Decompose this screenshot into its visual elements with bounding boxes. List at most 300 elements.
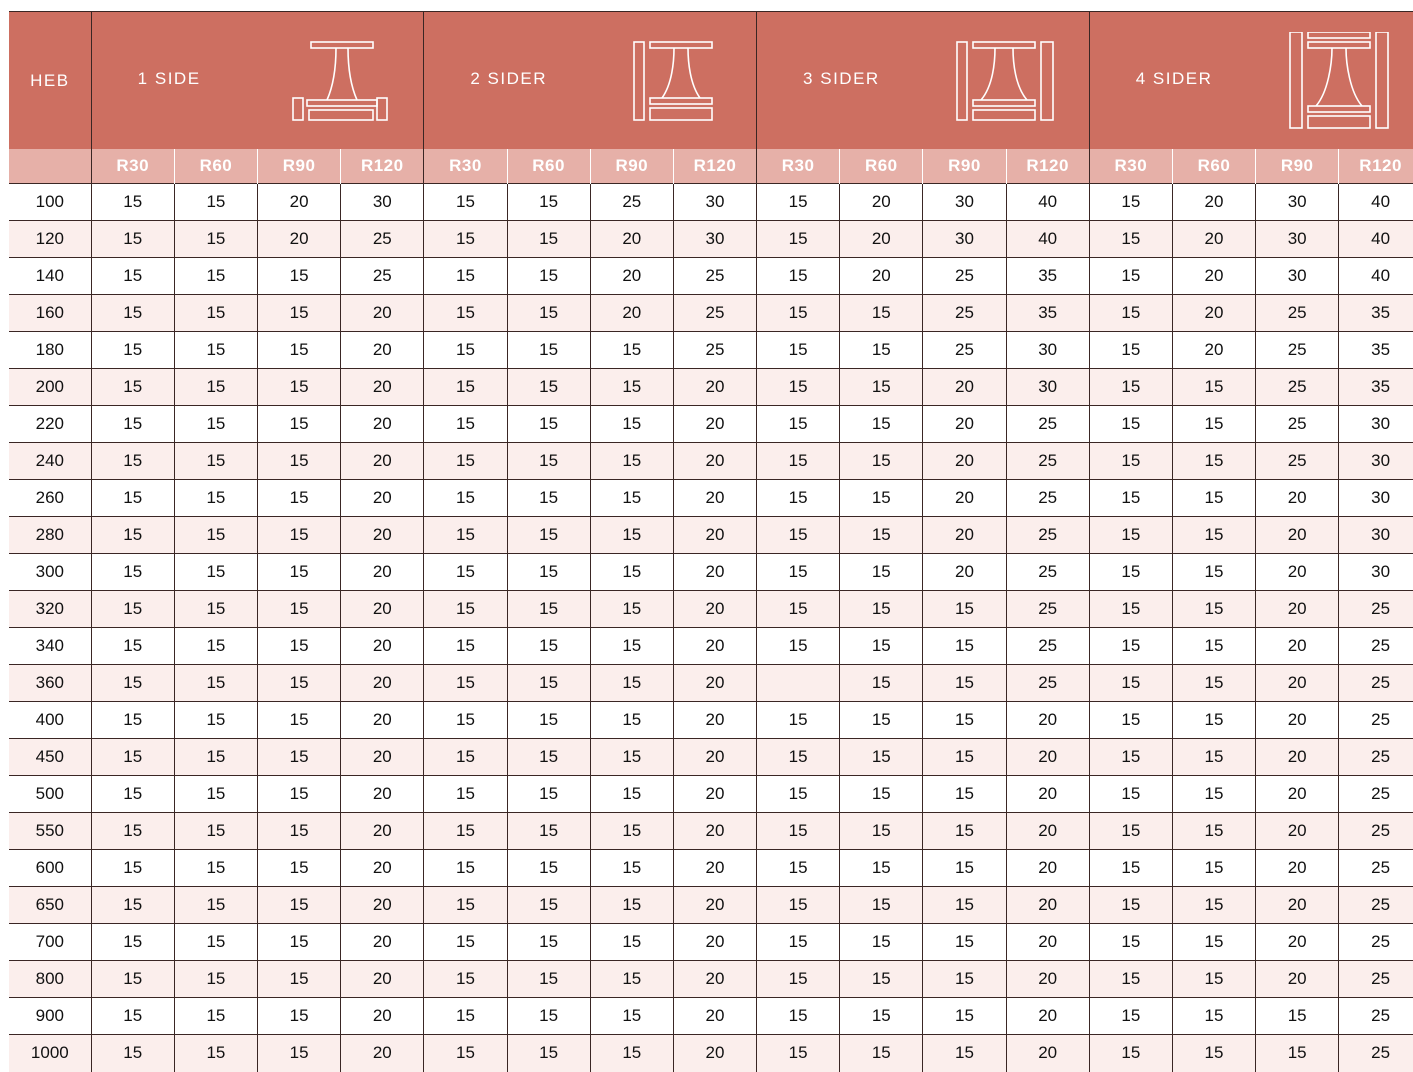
thickness-cell: 15 <box>507 1035 590 1072</box>
thickness-cell: 15 <box>757 924 840 961</box>
heb-size-cell: 320 <box>9 591 91 628</box>
thickness-cell: 15 <box>590 776 673 813</box>
thickness-cell: 20 <box>923 517 1006 554</box>
thickness-cell: 15 <box>1089 554 1172 591</box>
thickness-cell: 15 <box>1089 332 1172 369</box>
thickness-cell: 15 <box>590 961 673 998</box>
thickness-cell: 15 <box>840 1035 923 1072</box>
table-row <box>9 332 1413 369</box>
thickness-cell: 15 <box>91 184 174 221</box>
thickness-cell: 15 <box>840 776 923 813</box>
thickness-cell: 20 <box>673 480 756 517</box>
thickness-cell: 15 <box>1089 998 1172 1035</box>
rating-header: R30 <box>1089 149 1172 184</box>
thickness-cell: 15 <box>424 554 507 591</box>
thickness-cell: 20 <box>341 776 424 813</box>
thickness-cell: 25 <box>1339 591 1413 628</box>
thickness-cell: 15 <box>507 961 590 998</box>
thickness-cell: 15 <box>757 887 840 924</box>
thickness-cell: 15 <box>91 998 174 1035</box>
heb-size-cell: 200 <box>9 369 91 406</box>
thickness-cell: 20 <box>341 924 424 961</box>
thickness-cell: 20 <box>341 517 424 554</box>
thickness-cell: 15 <box>840 517 923 554</box>
thickness-cell: 15 <box>757 184 840 221</box>
group-label: 4 SIDER <box>1135 69 1213 88</box>
thickness-cell: 15 <box>1089 517 1172 554</box>
thickness-cell: 20 <box>673 998 756 1035</box>
thickness-cell: 20 <box>1256 850 1339 887</box>
thickness-cell: 15 <box>91 813 174 850</box>
thickness-cell: 15 <box>1089 850 1172 887</box>
rating-header: R60 <box>507 149 590 184</box>
thickness-cell: 15 <box>174 850 257 887</box>
thickness-cell: 20 <box>1006 887 1089 924</box>
thickness-cell: 15 <box>424 332 507 369</box>
thickness-cell: 30 <box>1256 221 1339 258</box>
thickness-cell: 15 <box>923 887 1006 924</box>
thickness-cell: 20 <box>1256 887 1339 924</box>
thickness-cell: 15 <box>757 517 840 554</box>
thickness-cell: 20 <box>1256 554 1339 591</box>
thickness-cell: 20 <box>1172 295 1255 332</box>
thickness-cell: 15 <box>590 665 673 702</box>
thickness-cell: 20 <box>1006 850 1089 887</box>
thickness-cell: 25 <box>923 332 1006 369</box>
heb-size-cell: 220 <box>9 406 91 443</box>
thickness-cell: 15 <box>923 776 1006 813</box>
thickness-cell: 20 <box>840 184 923 221</box>
thickness-cell: 15 <box>507 369 590 406</box>
rating-header: R60 <box>1172 149 1255 184</box>
thickness-cell: 20 <box>1172 258 1255 295</box>
thickness-cell: 15 <box>507 813 590 850</box>
thickness-cell: 15 <box>174 813 257 850</box>
rating-header: R90 <box>590 149 673 184</box>
group-header-2-sider <box>424 12 757 150</box>
heb-size-cell: 180 <box>9 332 91 369</box>
beam-2-sider-icon <box>632 32 722 124</box>
thickness-cell: 15 <box>174 221 257 258</box>
thickness-cell: 15 <box>507 258 590 295</box>
thickness-cell: 15 <box>590 443 673 480</box>
thickness-cell: 15 <box>424 776 507 813</box>
thickness-cell: 15 <box>258 628 341 665</box>
thickness-cell: 15 <box>1089 924 1172 961</box>
heb-size-cell: 120 <box>9 221 91 258</box>
thickness-cell: 15 <box>174 998 257 1035</box>
thickness-cell: 15 <box>840 739 923 776</box>
thickness-cell: 15 <box>1172 406 1255 443</box>
thickness-cell: 15 <box>1172 887 1255 924</box>
thickness-cell: 15 <box>174 628 257 665</box>
thickness-cell: 15 <box>424 813 507 850</box>
thickness-cell: 15 <box>258 702 341 739</box>
thickness-cell: 20 <box>923 480 1006 517</box>
thickness-cell: 20 <box>1256 628 1339 665</box>
thickness-cell: 15 <box>1172 924 1255 961</box>
thickness-cell: 15 <box>174 406 257 443</box>
thickness-cell: 15 <box>840 591 923 628</box>
thickness-cell: 15 <box>258 739 341 776</box>
thickness-cell: 25 <box>341 258 424 295</box>
thickness-cell: 15 <box>1172 739 1255 776</box>
thickness-cell: 25 <box>1006 628 1089 665</box>
thickness-cell: 15 <box>1089 258 1172 295</box>
thickness-cell: 40 <box>1339 184 1413 221</box>
thickness-cell: 20 <box>341 1035 424 1072</box>
table-row <box>9 998 1413 1035</box>
table-row <box>9 406 1413 443</box>
thickness-cell: 15 <box>1172 1035 1255 1072</box>
thickness-cell: 15 <box>424 480 507 517</box>
thickness-cell: 15 <box>91 406 174 443</box>
thickness-cell: 30 <box>1339 406 1413 443</box>
thickness-cell: 20 <box>341 480 424 517</box>
rating-header: R30 <box>757 149 840 184</box>
thickness-cell: 20 <box>1256 480 1339 517</box>
thickness-cell: 15 <box>174 591 257 628</box>
thickness-cell: 20 <box>673 924 756 961</box>
thickness-cell: 15 <box>507 332 590 369</box>
beam-3-sider-icon <box>955 32 1059 124</box>
thickness-cell: 25 <box>1006 480 1089 517</box>
thickness-cell: 15 <box>424 295 507 332</box>
table-row <box>9 184 1413 221</box>
thickness-cell: 20 <box>923 554 1006 591</box>
thickness-cell: 20 <box>1006 924 1089 961</box>
table-row <box>9 739 1413 776</box>
thickness-cell: 15 <box>1172 591 1255 628</box>
thickness-cell: 20 <box>1256 591 1339 628</box>
heb-size-cell: 280 <box>9 517 91 554</box>
thickness-cell: 15 <box>1172 665 1255 702</box>
thickness-cell: 20 <box>1006 961 1089 998</box>
thickness-cell: 15 <box>590 332 673 369</box>
thickness-cell: 15 <box>174 258 257 295</box>
thickness-cell: 25 <box>1339 702 1413 739</box>
thickness-cell: 15 <box>507 517 590 554</box>
thickness-cell: 15 <box>757 591 840 628</box>
thickness-cell: 15 <box>1089 443 1172 480</box>
thickness-cell: 15 <box>91 702 174 739</box>
thickness-cell: 15 <box>174 443 257 480</box>
thickness-cell: 15 <box>1256 998 1339 1035</box>
thickness-cell: 15 <box>174 295 257 332</box>
thickness-cell: 30 <box>341 184 424 221</box>
thickness-cell: 30 <box>1256 258 1339 295</box>
thickness-cell: 15 <box>424 591 507 628</box>
table-row <box>9 295 1413 332</box>
thickness-cell: 25 <box>1339 1035 1413 1072</box>
thickness-cell: 15 <box>590 480 673 517</box>
thickness-cell: 20 <box>673 665 756 702</box>
thickness-cell: 15 <box>840 887 923 924</box>
thickness-cell: 25 <box>1006 443 1089 480</box>
thickness-cell: 15 <box>91 554 174 591</box>
thickness-cell: 20 <box>341 739 424 776</box>
thickness-cell: 15 <box>174 332 257 369</box>
thickness-cell: 15 <box>757 998 840 1035</box>
thickness-cell: 15 <box>258 554 341 591</box>
thickness-cell: 30 <box>1006 369 1089 406</box>
heb-size-cell: 140 <box>9 258 91 295</box>
thickness-cell: 15 <box>1089 369 1172 406</box>
thickness-cell: 20 <box>1256 776 1339 813</box>
thickness-cell: 15 <box>1172 628 1255 665</box>
thickness-cell: 20 <box>341 665 424 702</box>
thickness-cell: 15 <box>507 887 590 924</box>
thickness-cell: 20 <box>1006 776 1089 813</box>
heb-size-cell: 500 <box>9 776 91 813</box>
thickness-cell: 15 <box>174 924 257 961</box>
thickness-cell: 15 <box>840 665 923 702</box>
thickness-cell: 15 <box>424 184 507 221</box>
thickness-cell: 15 <box>507 998 590 1035</box>
thickness-cell: 30 <box>1339 480 1413 517</box>
rating-header: R120 <box>341 149 424 184</box>
thickness-cell: 15 <box>757 702 840 739</box>
thickness-cell: 15 <box>507 776 590 813</box>
thickness-cell: 15 <box>1172 702 1255 739</box>
thickness-cell: 15 <box>840 332 923 369</box>
thickness-cell: 15 <box>91 739 174 776</box>
heb-size-cell: 360 <box>9 665 91 702</box>
thickness-cell: 15 <box>757 295 840 332</box>
heb-size-cell: 600 <box>9 850 91 887</box>
thickness-cell: 15 <box>923 1035 1006 1072</box>
thickness-cell: 20 <box>1256 702 1339 739</box>
thickness-cell: 15 <box>923 702 1006 739</box>
thickness-cell: 15 <box>590 998 673 1035</box>
thickness-cell: 15 <box>1089 591 1172 628</box>
thickness-cell: 20 <box>1006 1035 1089 1072</box>
thickness-cell: 15 <box>840 554 923 591</box>
thickness-cell: 15 <box>1089 739 1172 776</box>
thickness-cell: 20 <box>341 332 424 369</box>
thickness-cell: 15 <box>424 443 507 480</box>
thickness-cell: 25 <box>1339 665 1413 702</box>
thickness-cell: 15 <box>258 406 341 443</box>
rating-header-blank <box>9 149 91 184</box>
thickness-cell: 15 <box>923 961 1006 998</box>
thickness-cell: 15 <box>91 480 174 517</box>
thickness-cell: 15 <box>1172 480 1255 517</box>
thickness-cell: 15 <box>840 295 923 332</box>
thickness-cell: 15 <box>1089 406 1172 443</box>
thickness-cell: 15 <box>923 813 1006 850</box>
thickness-cell: 15 <box>91 776 174 813</box>
thickness-cell: 15 <box>840 480 923 517</box>
thickness-cell: 15 <box>91 887 174 924</box>
thickness-cell: 15 <box>1172 998 1255 1035</box>
thickness-cell: 20 <box>1256 924 1339 961</box>
table-row <box>9 480 1413 517</box>
heb-size-cell: 160 <box>9 295 91 332</box>
beam-4-sider-icon <box>1288 32 1394 132</box>
thickness-cell: 15 <box>757 332 840 369</box>
thickness-cell: 25 <box>1256 369 1339 406</box>
thickness-cell: 15 <box>757 628 840 665</box>
heb-size-cell: 400 <box>9 702 91 739</box>
thickness-cell: 15 <box>590 739 673 776</box>
thickness-cell: 15 <box>174 554 257 591</box>
rating-header: R30 <box>424 149 507 184</box>
thickness-cell: 30 <box>673 184 756 221</box>
table-row <box>9 258 1413 295</box>
thickness-cell: 20 <box>341 702 424 739</box>
thickness-cell: 15 <box>258 517 341 554</box>
group-header-3-sider <box>757 12 1090 150</box>
thickness-cell: 15 <box>258 665 341 702</box>
thickness-cell: 15 <box>174 517 257 554</box>
thickness-cell: 15 <box>91 1035 174 1072</box>
thickness-cell: 30 <box>1006 332 1089 369</box>
thickness-cell: 25 <box>1256 406 1339 443</box>
thickness-cell: 20 <box>673 591 756 628</box>
rating-header: R120 <box>1006 149 1089 184</box>
thickness-cell: 20 <box>1006 813 1089 850</box>
thickness-cell: 15 <box>424 258 507 295</box>
table-row <box>9 591 1413 628</box>
thickness-cell: 15 <box>174 1035 257 1072</box>
thickness-cell: 20 <box>258 221 341 258</box>
thickness-cell: 20 <box>341 591 424 628</box>
thickness-cell: 15 <box>757 961 840 998</box>
group-header-4-sider <box>1089 12 1413 150</box>
thickness-cell: 20 <box>341 850 424 887</box>
thickness-cell: 20 <box>258 184 341 221</box>
thickness-cell: 25 <box>1339 961 1413 998</box>
thickness-cell: 25 <box>1339 739 1413 776</box>
thickness-cell: 15 <box>840 443 923 480</box>
fire-protection-table <box>9 11 1413 1072</box>
thickness-cell: 20 <box>1006 702 1089 739</box>
thickness-cell: 15 <box>757 554 840 591</box>
thickness-cell: 30 <box>1339 443 1413 480</box>
thickness-cell: 35 <box>1339 332 1413 369</box>
thickness-cell: 15 <box>258 369 341 406</box>
thickness-cell: 15 <box>258 443 341 480</box>
thickness-cell: 15 <box>923 665 1006 702</box>
thickness-cell: 25 <box>1339 924 1413 961</box>
thickness-cell: 15 <box>590 554 673 591</box>
table-row <box>9 887 1413 924</box>
thickness-cell: 30 <box>673 221 756 258</box>
thickness-cell: 20 <box>341 295 424 332</box>
heb-size-cell: 260 <box>9 480 91 517</box>
thickness-cell: 15 <box>507 924 590 961</box>
thickness-cell: 15 <box>757 221 840 258</box>
thickness-cell: 20 <box>673 628 756 665</box>
thickness-cell: 15 <box>923 924 1006 961</box>
thickness-cell: 20 <box>673 554 756 591</box>
thickness-cell: 25 <box>1339 998 1413 1035</box>
table-row <box>9 702 1413 739</box>
thickness-cell: 15 <box>1172 850 1255 887</box>
thickness-cell: 20 <box>1006 998 1089 1035</box>
thickness-cell: 15 <box>1172 813 1255 850</box>
rating-header: R60 <box>840 149 923 184</box>
thickness-cell: 15 <box>1089 702 1172 739</box>
thickness-cell: 30 <box>1339 517 1413 554</box>
thickness-cell: 15 <box>840 998 923 1035</box>
thickness-cell: 15 <box>1089 961 1172 998</box>
thickness-cell: 15 <box>757 739 840 776</box>
thickness-cell: 15 <box>590 813 673 850</box>
thickness-cell: 20 <box>673 406 756 443</box>
thickness-cell: 25 <box>1006 406 1089 443</box>
rating-header: R90 <box>1256 149 1339 184</box>
rating-header: R90 <box>923 149 1006 184</box>
thickness-cell: 15 <box>91 591 174 628</box>
heb-size-cell: 900 <box>9 998 91 1035</box>
thickness-cell: 15 <box>91 369 174 406</box>
thickness-cell: 15 <box>1089 184 1172 221</box>
thickness-cell: 15 <box>757 480 840 517</box>
thickness-cell: 15 <box>590 369 673 406</box>
thickness-cell: 15 <box>1089 1035 1172 1072</box>
thickness-cell: 15 <box>923 628 1006 665</box>
thickness-cell: 15 <box>258 332 341 369</box>
thickness-cell: 15 <box>174 739 257 776</box>
thickness-cell: 15 <box>258 480 341 517</box>
thickness-cell: 15 <box>507 665 590 702</box>
thickness-cell: 15 <box>1172 443 1255 480</box>
table-row <box>9 517 1413 554</box>
table-row <box>9 554 1413 591</box>
thickness-cell: 35 <box>1006 258 1089 295</box>
thickness-cell: 15 <box>1089 665 1172 702</box>
rating-header-row <box>9 149 1413 184</box>
thickness-cell: 20 <box>1172 332 1255 369</box>
thickness-cell: 15 <box>590 887 673 924</box>
thickness-cell: 15 <box>507 739 590 776</box>
thickness-cell: 20 <box>341 961 424 998</box>
thickness-cell: 25 <box>923 295 1006 332</box>
thickness-cell: 15 <box>258 295 341 332</box>
thickness-cell: 30 <box>923 184 1006 221</box>
thickness-cell: 20 <box>1172 221 1255 258</box>
thickness-cell: 15 <box>258 258 341 295</box>
group-label: 1 SIDE <box>137 69 201 88</box>
thickness-cell: 15 <box>1172 517 1255 554</box>
thickness-cell: 20 <box>341 998 424 1035</box>
table-row <box>9 221 1413 258</box>
thickness-cell: 25 <box>673 332 756 369</box>
thickness-cell: 15 <box>507 221 590 258</box>
thickness-cell: 20 <box>1256 517 1339 554</box>
thickness-cell: 15 <box>1089 221 1172 258</box>
thickness-cell: 25 <box>1006 665 1089 702</box>
thickness-cell: 25 <box>1339 887 1413 924</box>
heb-size-cell: 1000 <box>9 1035 91 1072</box>
thickness-cell: 15 <box>258 887 341 924</box>
thickness-cell: 15 <box>1089 813 1172 850</box>
thickness-cell: 20 <box>673 443 756 480</box>
table-row <box>9 850 1413 887</box>
thickness-cell: 25 <box>1006 517 1089 554</box>
thickness-cell: 20 <box>673 739 756 776</box>
thickness-cell: 15 <box>507 628 590 665</box>
thickness-cell: 15 <box>91 665 174 702</box>
table-row <box>9 443 1413 480</box>
heb-size-cell: 550 <box>9 813 91 850</box>
table-body <box>9 184 1413 1072</box>
thickness-cell: 15 <box>1089 628 1172 665</box>
thickness-cell: 20 <box>1172 184 1255 221</box>
thickness-cell: 15 <box>424 628 507 665</box>
